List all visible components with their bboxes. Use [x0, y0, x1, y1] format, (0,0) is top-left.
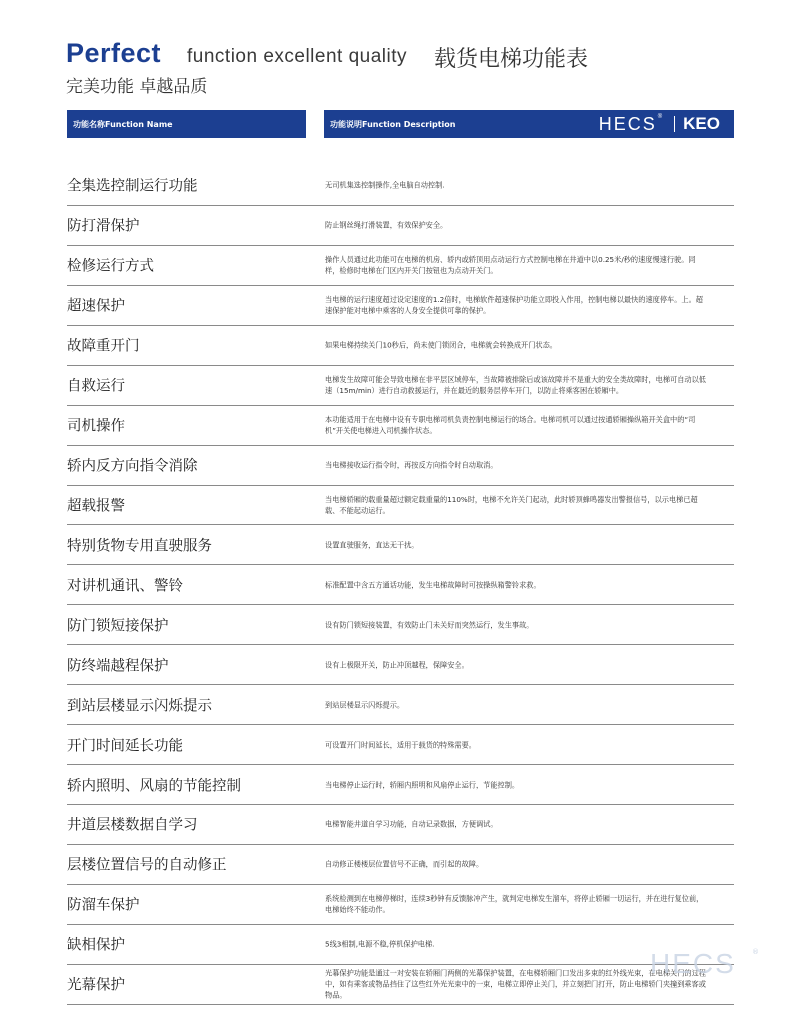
function-name: 检修运行方式	[67, 258, 154, 275]
table-row	[67, 805, 734, 845]
table-row	[67, 206, 734, 246]
function-name: 缺相保护	[67, 937, 125, 954]
function-description: 可设置开门时间延长，适用于载货的特殊需要。	[325, 740, 476, 750]
table-row	[67, 286, 734, 326]
function-description-header	[324, 110, 734, 138]
function-description: 电梯发生故障可能会导致电梯在非平层区域停车，当故障被排除后或该故障并不是重大的安全类故障时，电梯可自动以低速（15m/min）进行自动救援运行，并在最近的服务层停车开门，以防止将乘客困在轿厢中。	[325, 375, 706, 396]
function-name: 超速保护	[67, 298, 125, 315]
function-name-header	[67, 110, 306, 138]
function-name: 全集选控制运行功能	[67, 178, 198, 195]
function-name: 超载报警	[67, 498, 125, 515]
page-subtitle: 完美功能 卓越品质	[66, 77, 208, 97]
function-description: 无司机集选控制操作,全电脑自动控制.	[325, 180, 445, 190]
brand-slogan-light: function excellent quality	[187, 46, 408, 67]
function-description: 防止钢丝绳打滑装置，有效保护安全。	[325, 220, 448, 230]
table-row	[67, 605, 734, 645]
function-name: 到站层楼显示闪烁提示	[67, 698, 212, 715]
function-description: 当电梯接收运行指令时，再按反方向指令时自动取消。	[325, 460, 498, 470]
function-table	[67, 166, 734, 1005]
watermark-registered-mark: ®	[752, 948, 759, 956]
function-description: 5线3相制,电源不稳,停机保护电梯.	[325, 939, 435, 949]
function-name: 光幕保护	[67, 977, 125, 994]
function-description: 操作人员通过此功能可在电梯的机房、轿内或轿顶用点动运行方式控制电梯在井道中以0.25米/秒的速度慢速行驶。同样，检修时电梯在门区内开关门按钮也为点动开关门。	[325, 255, 696, 276]
function-description-header-label: 功能说明Function Description	[330, 120, 456, 129]
function-name: 井道层楼数据自学习	[67, 817, 198, 834]
function-name: 开门时间延长功能	[67, 738, 183, 755]
function-description: 光幕保护功能是通过一对安装在轿厢门两侧的光幕保护装置，在电梯轿厢门口发出多束的红外线光束，在电梯关门的过程中，如有乘客或物品挡住了这些红外光光束中的一束，电梯立即停止关门，并立刻把门打开，防止电梯轿门夹撞到乘客或物品。	[325, 968, 706, 1000]
table-row	[67, 965, 734, 1005]
function-name: 司机操作	[67, 418, 125, 435]
table-row	[67, 366, 734, 406]
table-row	[67, 486, 734, 526]
table-row	[67, 765, 734, 805]
function-description: 系统检测到在电梯停梯时，连续3秒钟有反馈脉冲产生，就判定电梯发生溜车，将停止轿厢一切运行，并在进行复位前，电梯始终不能动作。	[325, 894, 704, 915]
function-description: 设有防门锁短接装置，有效防止门未关好而突然运行，发生事故。	[325, 620, 534, 630]
logo-divider	[674, 116, 675, 132]
function-name: 特别货物专用直驶服务	[67, 538, 212, 555]
header	[66, 38, 746, 98]
function-name: 轿内反方向指令消除	[67, 458, 198, 475]
table-row	[67, 406, 734, 446]
function-description: 当电梯停止运行时，轿厢内照明和风扇停止运行，节能控制。	[325, 780, 520, 790]
brand-logo	[599, 112, 720, 136]
function-name: 自救运行	[67, 378, 125, 395]
function-name: 对讲机通讯、警铃	[67, 578, 183, 595]
function-name: 防溜车保护	[67, 897, 140, 914]
table-row	[67, 845, 734, 885]
table-row	[67, 885, 734, 925]
function-description: 如果电梯持续关门10秒后，尚未使门锁闭合，电梯就会转换成开门状态。	[325, 340, 557, 350]
function-description: 设有上极限开关，防止冲顶越程，保障安全。	[325, 660, 469, 670]
function-name: 故障重开门	[67, 338, 140, 355]
function-name: 轿内照明、风扇的节能控制	[67, 778, 241, 795]
hecs-watermark: HECS	[650, 948, 736, 979]
function-name-header-label: 功能名称Function Name	[73, 120, 173, 129]
table-row	[67, 725, 734, 765]
function-description: 本功能适用于在电梯中设有专职电梯司机负责控制电梯运行的场合。电梯司机可以通过按通轿厢操纵箱开关盒中的“司机”开关使电梯进入司机操作状态。	[325, 415, 696, 436]
page-title: 载货电梯功能表	[434, 47, 589, 72]
function-name: 防终端越程保护	[67, 658, 169, 675]
table-row	[67, 166, 734, 206]
keo-logo: KEO	[683, 114, 720, 133]
table-row	[67, 525, 734, 565]
function-description: 到站层楼显示闪烁提示。	[325, 700, 405, 710]
table-row	[67, 685, 734, 725]
table-row	[67, 326, 734, 366]
function-description: 当电梯的运行速度超过设定速度的1.2倍时，电梯软件超速保护功能立即投入作用，控制电梯以最快的速度停车。上。超速保护能对电梯中乘客的人身安全提供可靠的保护。	[325, 295, 703, 316]
hecs-logo: HECS®	[598, 113, 665, 134]
table-row	[67, 925, 734, 965]
table-row	[67, 565, 734, 605]
function-description: 电梯智能井道自学习功能，自动记录数据，方便调试。	[325, 819, 498, 829]
function-description: 当电梯轿厢的载重量超过额定载重量的110%时，电梯不允许关门起动，此时轿顶蜂鸣器发出警报信号，以示电梯已超载、不能起动运行。	[325, 494, 698, 515]
function-description: 设置直驶服务，直达无干扰。	[325, 540, 419, 550]
function-name: 层楼位置信号的自动修正	[67, 857, 227, 874]
table-row	[67, 645, 734, 685]
brand-slogan-bold: Perfect	[66, 38, 162, 68]
function-name: 防打滑保护	[67, 218, 140, 235]
table-row	[67, 246, 734, 286]
function-description: 自动修正楼楼层位置信号不正确，而引起的故障。	[325, 859, 484, 869]
function-description: 标准配置中含五方通话功能，发生电梯故障时可按操纵箱警铃求救。	[325, 580, 541, 590]
function-name: 防门锁短接保护	[67, 618, 169, 635]
table-row	[67, 446, 734, 486]
